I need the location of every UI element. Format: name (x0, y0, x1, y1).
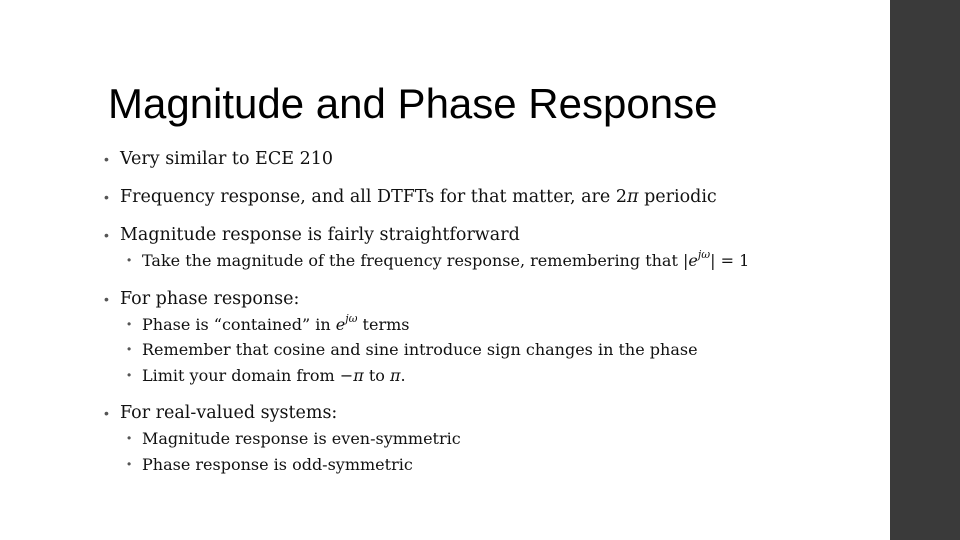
bullet-real-valued (104, 400, 884, 426)
sub-bullet-dot-icon: • (127, 431, 132, 445)
sub-bullet-text-end: | = 1 (710, 251, 750, 270)
sub-bullet-text: Remember that cosine and sine introduce sign changes in the phase (142, 340, 698, 359)
math-pi: π (389, 365, 401, 385)
sub-bullet-phase-contained (104, 312, 884, 338)
bullet-magnitude-response (104, 222, 884, 248)
bullet-text: For real-valued systems: (120, 403, 338, 423)
bullet-dot-icon: • (104, 405, 109, 421)
bullet-dot-icon: • (104, 189, 109, 205)
sub-bullet-text: Phase is “contained” in (142, 314, 336, 334)
sub-bullet-dot-icon: • (127, 253, 132, 267)
sub-bullet-domain (104, 363, 884, 389)
slide-title: Magnitude and Phase Response (108, 80, 718, 127)
sub-bullet-dot-icon: • (127, 316, 132, 331)
sub-bullet-text-end: terms (357, 314, 410, 334)
math-e: e (688, 251, 698, 270)
sub-bullet-magnitude (104, 248, 884, 274)
sub-bullet-sign-changes (104, 337, 884, 363)
sub-bullet-dot-icon: • (127, 456, 132, 471)
math-pi: π (353, 365, 364, 385)
sub-bullet-text: Magnitude response is even-symmetric (142, 429, 461, 448)
sub-bullet-text: Limit your domain from − (142, 365, 354, 385)
math-pi: π (626, 187, 639, 207)
bullet-dot-icon: • (104, 151, 109, 167)
bullet-phase-response (104, 286, 884, 312)
bullet-dot-icon: • (104, 290, 109, 307)
bullet-text: For phase response: (120, 288, 300, 309)
sub-bullet-text: Take the magnitude of the frequency response, remembering that | (142, 251, 689, 270)
bullet-frequency-response (104, 184, 884, 210)
sub-bullet-dot-icon: • (127, 367, 132, 382)
sub-bullet-odd-symmetric (104, 452, 884, 478)
sub-bullet-dot-icon: • (127, 342, 132, 356)
sub-bullet-text-mid: to (363, 365, 390, 385)
bullet-ece210 (104, 146, 884, 172)
sub-bullet-text-end: . (400, 365, 406, 385)
bullet-dot-icon: • (104, 227, 109, 243)
math-exponent: jω (345, 311, 358, 325)
sub-bullet-text: Phase response is odd-symmetric (142, 454, 413, 474)
side-accent-bar (890, 0, 960, 540)
math-e: e (335, 314, 346, 334)
bullet-text: Magnitude response is fairly straightforward (120, 225, 520, 245)
bullet-text-end: periodic (638, 187, 717, 207)
slide-body (104, 146, 884, 477)
bullet-text: Frequency response, and all DTFTs for that matter, are 2 (120, 187, 627, 207)
sub-bullet-even-symmetric (104, 426, 884, 452)
math-exponent: jω (697, 247, 711, 261)
bullet-text: Very similar to ECE 210 (120, 149, 333, 169)
